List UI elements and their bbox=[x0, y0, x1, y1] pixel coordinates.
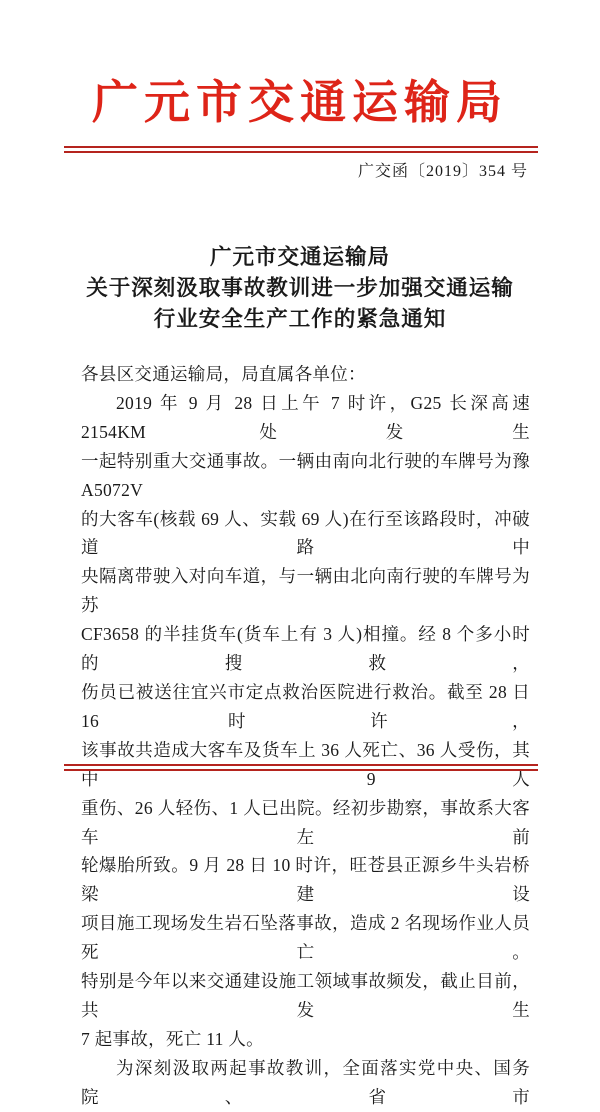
body-line: 该事故共造成大客车及货车上 36 人死亡、36 人受伤，其中 9 人 bbox=[81, 739, 530, 789]
document-reference-number: 广交函〔2019〕354 号 bbox=[357, 163, 528, 180]
body-line: 伤员已被送往宜兴市定点救治医院进行救治。截至 28 日 16 时许， bbox=[81, 681, 530, 731]
body-line: 2019 年 9 月 28 日上午 7 时许，G25 长深高速 2154KM 处发生 bbox=[81, 392, 530, 442]
body-line: 7 起事故，死亡 11 人。 bbox=[81, 1028, 264, 1049]
letterhead-separator-line bbox=[64, 146, 538, 153]
body-line: 央隔离带驶入对向车道，与一辆由北向南行驶的车牌号为苏 bbox=[81, 566, 530, 616]
body-line: 特别是今年以来交通建设施工领域事故频发，截止目前，共发生 bbox=[81, 971, 530, 1020]
body-line: 的大客车(核载 69 人、实载 69 人)在行至该路段时，冲破道路中 bbox=[81, 508, 530, 558]
body-line: CF3658 的半挂货车(货车上有 3 人)相撞。经 8 个多小时的搜救， bbox=[81, 624, 530, 674]
body-line: 轮爆胎所致。9 月 28 日 10 时许，旺苍县正源乡牛头岩桥梁建设 bbox=[81, 855, 530, 905]
body-line: 一起特别重大交通事故。一辆由南向北行驶的车牌号为豫A5072V bbox=[81, 450, 530, 500]
body-line: 为深刻汲取两起事故教训，全面落实党中央、国务院、省市 bbox=[81, 1057, 530, 1107]
page-bottom-separator-line bbox=[64, 764, 538, 771]
document-title bbox=[0, 242, 600, 335]
body-line: 重伤、26 人轻伤、1 人已出院。经初步勘察，事故系大客车左前 bbox=[81, 797, 530, 847]
body-line-salutation: 各县区交通运输局，局直属各单位： bbox=[81, 364, 366, 384]
document-title-line: 行业安全生产工作的紧急通知 bbox=[153, 307, 447, 331]
document-title-line: 广元市交通运输局 bbox=[209, 245, 390, 269]
body-line: 项目施工现场发生岩石坠落事故，造成 2 名现场作业人员死亡。 bbox=[81, 913, 530, 963]
letterhead-agency-title: 广元市交通运输局 bbox=[92, 77, 508, 128]
document-title-line: 关于深刻汲取事故教训进一步加强交通运输 bbox=[86, 276, 514, 300]
document-body bbox=[81, 360, 530, 1112]
